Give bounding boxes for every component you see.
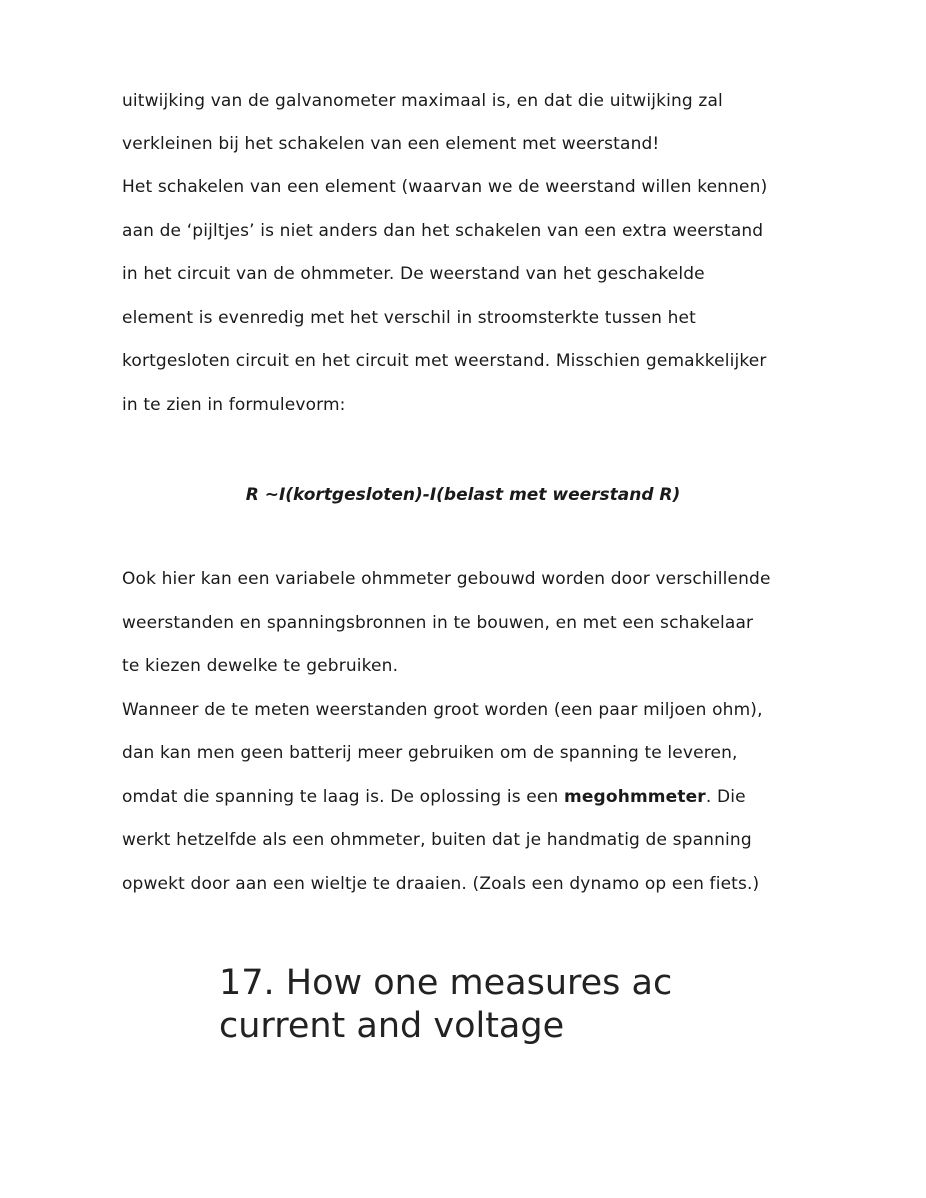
bold-term-megohmmeter: megohmmeter — [564, 787, 706, 807]
section-heading — [219, 962, 672, 1048]
text-line: uitwijking van de galvanometer maximaal is, en dat die uitwijking zal — [122, 91, 723, 111]
text-line: te kiezen dewelke te gebruiken. — [122, 656, 399, 676]
text-line: dan kan men geen batterij meer gebruiken om de spanning te leveren, — [122, 743, 738, 763]
text-line: weerstanden en spanningsbronnen in te bouwen, en met een schakelaar — [122, 613, 754, 633]
text-line: Wanneer de te meten weerstanden groot worden (een paar miljoen ohm), — [122, 700, 763, 720]
formula: R ~I(kortgesloten)-I(belast met weerstand R) — [245, 485, 681, 505]
text-line: aan de ‘pijltjes’ is niet anders dan het schakelen van een extra weerstand — [122, 221, 764, 241]
text-line: in te zien in formulevorm: — [122, 395, 346, 415]
text-segment: . Die — [705, 787, 746, 807]
text-line-with-bold-term — [122, 786, 746, 808]
text-segment: omdat die spanning te laag is. De oplossing is een — [122, 787, 564, 807]
text-line: element is evenredig met het verschil in stroomsterkte tussen het — [122, 308, 696, 328]
text-line: Het schakelen van een element (waarvan we de weerstand willen kennen) — [122, 177, 768, 197]
section-heading-line: 17. How one measures ac — [219, 963, 673, 1003]
text-line: kortgesloten circuit en het circuit met weerstand. Misschien gemakkelijker — [122, 351, 767, 371]
section-heading-line: current and voltage — [219, 1006, 565, 1046]
text-line: in het circuit van de ohmmeter. De weerstand van het geschakelde — [122, 264, 705, 284]
text-line: Ook hier kan een variabele ohmmeter gebouwd worden door verschillende — [122, 569, 771, 589]
text-line: opwekt door aan een wieltje te draaien. (Zoals een dynamo op een fiets.) — [122, 874, 760, 894]
text-line: verkleinen bij het schakelen van een element met weerstand! — [122, 134, 660, 154]
text-line: werkt hetzelfde als een ohmmeter, buiten dat je handmatig de spanning — [122, 830, 752, 850]
